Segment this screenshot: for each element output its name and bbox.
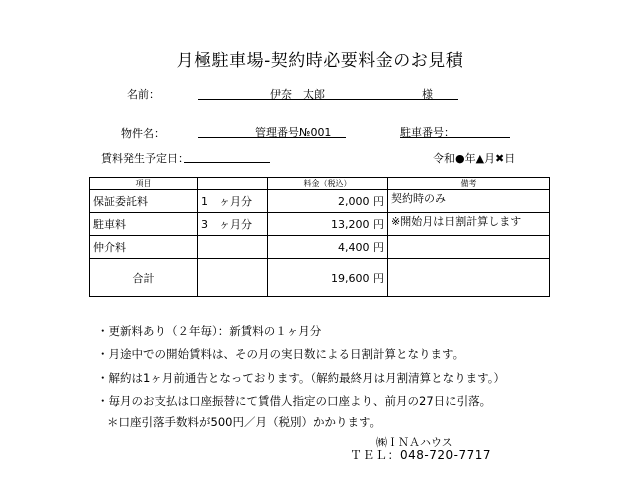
- row-qty: 1 ヶ月分: [198, 190, 268, 213]
- note-fee: ＊口座引落手数料が500円／月（税別）かかります。: [107, 415, 382, 429]
- row-amount: [268, 213, 388, 236]
- note-payment: ・毎月のお支払は口座振替にて賃借人指定の口座より、前月の27日に引落。: [97, 394, 492, 408]
- row-amount: [268, 190, 388, 213]
- row-remark: 契約時のみ: [388, 190, 550, 213]
- table-row: [90, 190, 550, 213]
- row-remark: [388, 236, 550, 259]
- row-qty: 3 ヶ月分: [198, 213, 268, 236]
- total-row: [90, 259, 550, 297]
- honorific-suffix: 様: [422, 88, 433, 101]
- parking-number-label: 駐車番号：: [400, 126, 455, 139]
- total-remark: [388, 259, 550, 297]
- property-label: 物件名：: [121, 127, 165, 140]
- note-renewal: ・更新料あり（２年毎）：新賃料の１ヶ月分: [97, 324, 322, 338]
- total-label: 合計: [90, 259, 198, 297]
- table-row: [90, 213, 550, 236]
- header-remarks: 備考: [388, 178, 550, 190]
- rent-start-label: 賃料発生予定日：: [101, 152, 189, 165]
- document-title: 月極駐車場-契約時必要料金のお見積: [176, 51, 464, 71]
- header-qty: [198, 178, 268, 190]
- era-date: 令和●年▲月✖日: [433, 152, 516, 165]
- company-name: ㈱ＩＮＡハウス: [376, 436, 453, 449]
- company-tel: ＴＥＬ：048-720-7717: [350, 448, 492, 462]
- customer-name: 伊奈 太郎: [270, 88, 325, 101]
- name-underline: [198, 99, 458, 100]
- amount-value: 2,000: [338, 195, 370, 208]
- row-amount: [268, 236, 388, 259]
- amount-value: 13,200: [331, 218, 370, 231]
- estimate-table: [89, 177, 550, 297]
- total-amount: 19,600: [331, 271, 370, 285]
- amount-unit: 円: [373, 218, 384, 231]
- row-item: 仲介料: [90, 236, 198, 259]
- note-prorated: ・月途中での開始賃料は、その月の実日数による日割計算となります。: [97, 347, 465, 361]
- row-item: 保証委託料: [90, 190, 198, 213]
- header-item: 項目: [90, 178, 198, 190]
- total-unit: 円: [373, 271, 384, 285]
- amount-unit: 円: [373, 195, 384, 208]
- rent-start-underline: [184, 162, 270, 163]
- management-number: 管理番号№001: [255, 126, 332, 139]
- row-item: 駐車料: [90, 213, 198, 236]
- note-cancellation: ・解約は1ヶ月前通告となっております。（解約最終月は月割清算となります。）: [97, 371, 505, 385]
- amount-value: 4,400: [338, 241, 370, 254]
- row-qty: [198, 236, 268, 259]
- header-amount: 料金（税込）: [268, 178, 388, 190]
- name-label: 名前：: [127, 88, 160, 101]
- amount-unit: 円: [373, 241, 384, 254]
- total-qty: [198, 259, 268, 297]
- table-header-row: [90, 178, 550, 190]
- table-row: [90, 236, 550, 259]
- row-remark: ※開始月は日割計算します: [388, 213, 550, 236]
- total-amount-cell: [268, 259, 388, 297]
